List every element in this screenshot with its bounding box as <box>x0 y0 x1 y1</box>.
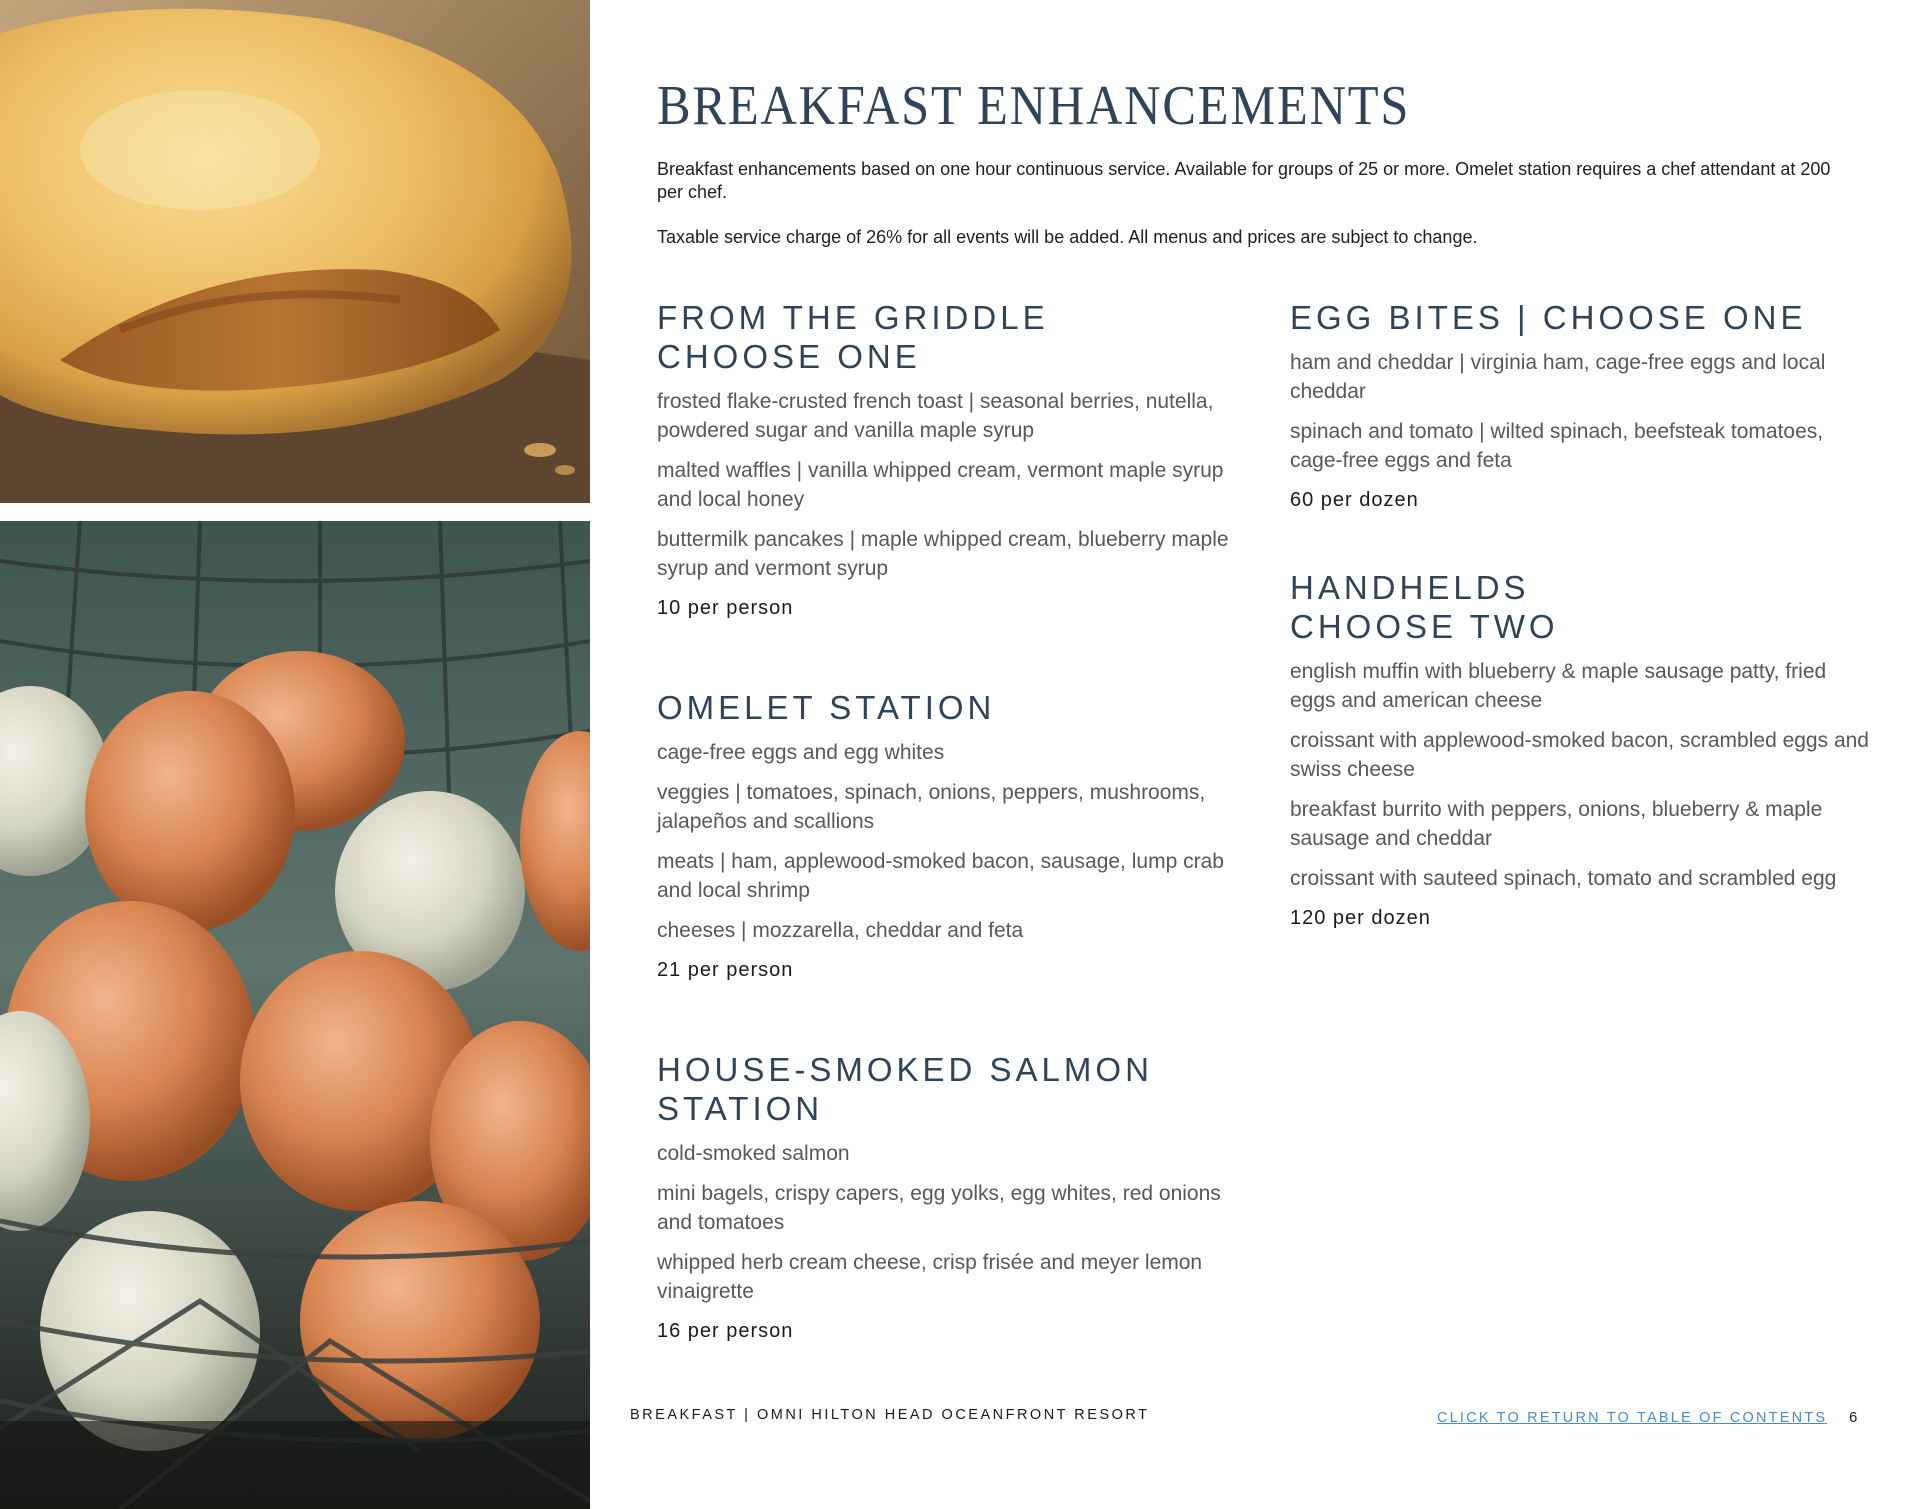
section-title: OMELET STATION <box>657 689 996 726</box>
section-title: FROM THE GRIDDLE CHOOSE ONE <box>657 299 1049 375</box>
menu-item: buttermilk pancakes | maple whipped cream, blueberry maple syrup and vermont syrup <box>657 528 1229 580</box>
menu-item: cheeses | mozzarella, cheddar and feta <box>657 919 1024 942</box>
price: 16 per person <box>657 1320 794 1342</box>
section-title: EGG BITES | CHOOSE ONE <box>1290 299 1807 336</box>
menu-item: meats | ham, applewood-smoked bacon, sausage, lump crab and local shrimp <box>657 850 1224 902</box>
section-from-the-griddle <box>657 298 1237 622</box>
price: 60 per dozen <box>1290 489 1419 511</box>
menu-item: malted waffles | vanilla whipped cream, vermont maple syrup and local honey <box>657 459 1224 511</box>
price: 10 per person <box>657 597 794 619</box>
intro-text: Breakfast enhancements based on one hour continuous service. Available for groups of 25 or more. Omelet station requires a chef attendant at 200 per chef. <box>657 159 1831 202</box>
menu-column-left <box>657 298 1237 1345</box>
menu-item: breakfast burrito with peppers, onions, blueberry & maple sausage and cheddar <box>1290 798 1823 850</box>
eggs-in-basket-photo <box>0 521 590 1509</box>
menu-item: spinach and tomato | wilted spinach, beefsteak tomatoes, cage-free eggs and feta <box>1290 420 1824 472</box>
section-egg-bites <box>1290 298 1870 514</box>
menu-item: cage-free eggs and egg whites <box>657 741 945 764</box>
menu-item: croissant with sauteed spinach, tomato and scrambled egg <box>1290 867 1837 890</box>
menu-column-right <box>1290 298 1870 932</box>
menu-item: cold-smoked salmon <box>657 1142 850 1165</box>
section-title: HANDHELDS CHOOSE TWO <box>1290 569 1559 645</box>
table-of-contents-link[interactable]: CLICK TO RETURN TO TABLE OF CONTENTS <box>1437 1410 1828 1426</box>
footer-label: BREAKFAST | OMNI HILTON HEAD OCEANFRONT RESORT <box>630 1407 1150 1423</box>
menu-item: croissant with applewood-smoked bacon, scrambled eggs and swiss cheese <box>1290 729 1869 781</box>
pastry-photo <box>0 0 590 503</box>
section-house-smoked-salmon <box>657 1050 1237 1345</box>
section-omelet-station <box>657 688 1237 984</box>
section-handhelds <box>1290 568 1870 932</box>
menu-item: whipped herb cream cheese, crisp frisée and meyer lemon vinaigrette <box>657 1251 1203 1303</box>
price: 120 per dozen <box>1290 907 1431 929</box>
menu-item: english muffin with blueberry & maple sausage patty, fried eggs and american cheese <box>1290 660 1827 712</box>
service-charge-note: Taxable service charge of 26% for all events will be added. All menus and prices are subject to change. <box>657 227 1478 247</box>
section-title: HOUSE-SMOKED SALMON STATION <box>657 1051 1153 1127</box>
menu-item: ham and cheddar | virginia ham, cage-free eggs and local cheddar <box>1290 351 1826 403</box>
page-number: 6 <box>1849 1409 1858 1426</box>
menu-item: mini bagels, crispy capers, egg yolks, egg whites, red onions and tomatoes <box>657 1182 1221 1234</box>
price: 21 per person <box>657 959 794 981</box>
menu-item: veggies | tomatoes, spinach, onions, peppers, mushrooms, jalapeños and scallions <box>657 781 1206 833</box>
menu-item: frosted flake-crusted french toast | seasonal berries, nutella, powdered sugar and vanilla maple syrup <box>657 390 1214 442</box>
page-title: BREAKFAST ENHANCEMENTS <box>657 75 1411 137</box>
